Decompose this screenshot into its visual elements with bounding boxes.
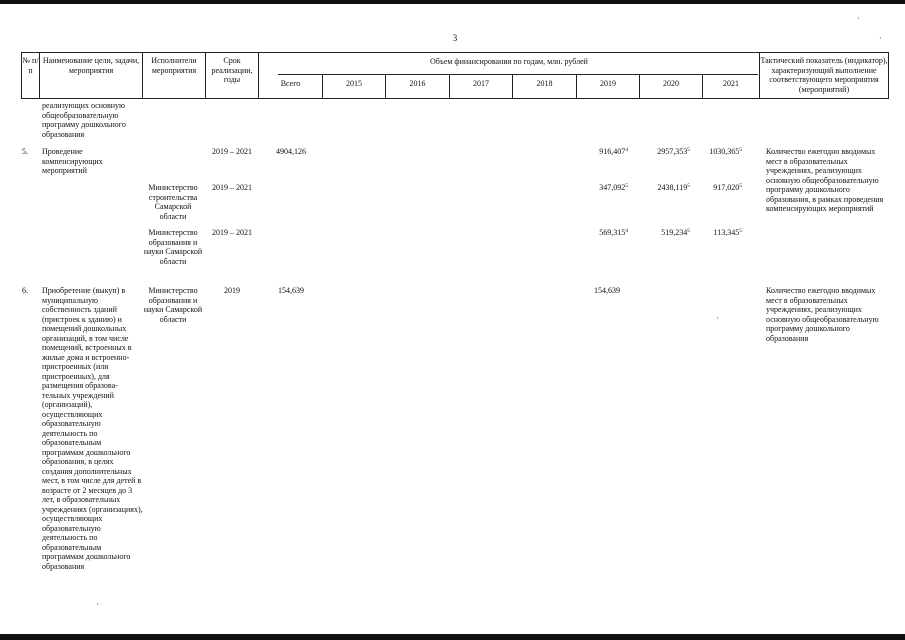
header-year: 2016 [409,79,426,88]
sub-value-2021: 113,345$^5$ [713,228,742,237]
header-year: 2019 [600,79,616,88]
header-funding: Объем финансирования по годам, млн. рублей [430,57,588,66]
header-year: 2017 [473,79,489,88]
row-period: 2019 [224,286,240,295]
row-total: 154,639 [278,286,304,295]
row-value-2020: 2957,353$^5$ [657,147,690,156]
scan-speck: · [857,14,860,23]
table-header [21,52,889,99]
header-indicator: Тактический показатель (индикатор), характеризующий выполнение соответствующего мероприятия (мероприятий) [760,56,888,94]
header-period: Срок реализации, годы [211,56,253,84]
row-indicator: Количество ежегодно вводимых мест в образовательных учреждениях, реализующих основную общеобразовательную программу дошкольного образования [766,286,879,343]
row-name: Приобретение (выкуп) в муниципальную собственность зданий (пристроек к зданию) и помещений дошкольных организаций, в том числе помещений, встроенных в жилые дома и встроенно-пристроенных (или пристроенных), для размещения образова-тельных учреждений (организаций), осуществляющих образовательную деятельность по образовательным программам дошкольного образования, в целях создания дополнительных мест, в том числе для детей в возрасте от 2 месяцев до 3 лет, в образовательных учреждениях (организациях), осуществляющих образовательную деятельность по образовательным программам дошкольного образования [42,286,143,571]
scan-speck: · [96,600,99,609]
scan-speck: · [879,34,882,43]
row-total: 4904,126 [276,147,306,156]
row-indicator: Количество ежегодно вводимых мест в образовательных учреждениях, реализующих основную общеобразовательную программу дошкольного образования, в рамках проведения компенсирующих мероприятий [766,147,884,213]
header-total: Всего [280,79,301,88]
header-year: 2020 [663,79,679,88]
sub-period: 2019 – 2021 [212,228,252,237]
scan-speck: · [716,314,719,323]
sub-executor: Министерство строительства Самарской области [148,183,198,221]
header-funding-divider [278,74,758,75]
row-value-2019: 916,407$^4$ [599,147,628,156]
col-line [888,52,889,99]
header-num: № п/п [22,56,39,75]
row-number: 6. [22,286,28,295]
header-year: 2021 [723,79,739,88]
sub-executor: Министерство образования и науки Самарской области [143,228,203,266]
sub-value-2021: 917,020$^5$ [713,183,742,192]
row-executor: Министерство образования и науки Самарской области [143,286,203,324]
sub-value-2019: 347,092$^5$ [599,183,628,192]
sub-value-2020: 519,234$^5$ [661,228,690,237]
scan-top-border [0,0,905,4]
header-executors: Исполнители мероприятия [151,56,197,75]
row-period: 2019 – 2021 [212,147,252,156]
row-value-2021: 1030,365$^5$ [709,147,742,156]
scan-bottom-border [0,634,905,640]
header-name: Наименование цели, задачи, мероприятия [42,56,140,75]
row-number: 5. [22,147,28,156]
page-number: 3 [452,33,458,43]
continuation-text: реализующих основную общеобразовательную программу дошкольного образования [42,101,126,139]
sub-period: 2019 – 2021 [212,183,252,192]
row-name: Проведение компенсирующих мероприятий [42,147,103,175]
row-value-2019: 154,639 [594,286,620,295]
sub-value-2019: 569,315$^4$ [599,228,628,237]
header-year: 2018 [536,79,553,88]
header-year: 2015 [346,79,362,88]
sub-value-2020: 2438,119$^5$ [657,183,690,192]
